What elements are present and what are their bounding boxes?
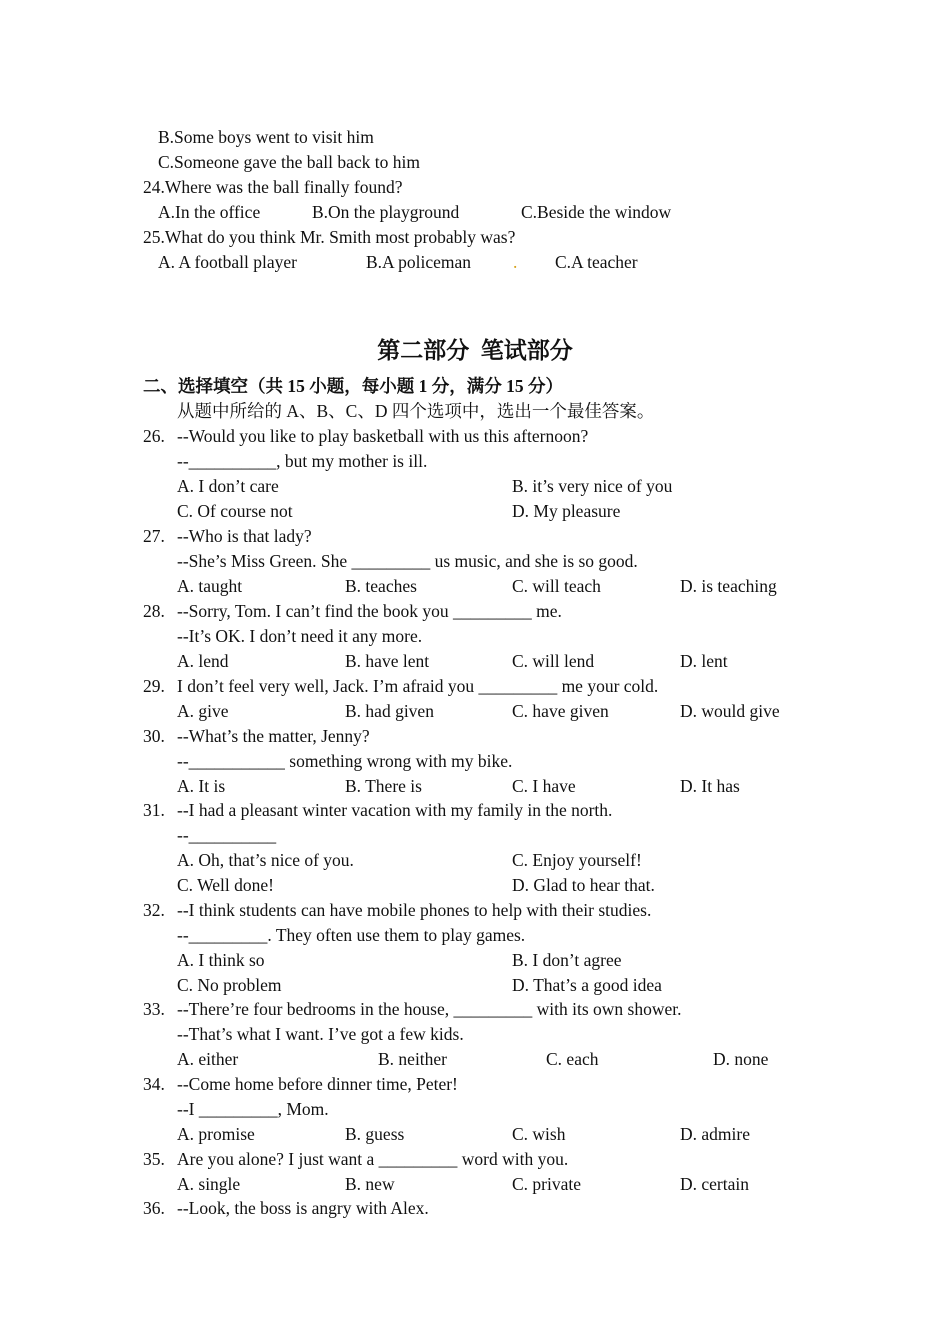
q33-line-2: --That’s what I want. I’ve got a few kids. — [177, 1024, 464, 1044]
q25-option-b: B.A policeman — [366, 252, 471, 272]
q30-option-b: B. There is — [345, 776, 422, 796]
q34-option-a: A. promise — [177, 1124, 255, 1144]
q32-option-c: C. No problem — [177, 975, 282, 995]
q32-number: 32. — [143, 900, 165, 920]
q28-line-2: --It’s OK. I don’t need it any more. — [177, 626, 423, 646]
q26-line-2: --__________, but my mother is ill. — [177, 451, 428, 471]
q31-line-2: --__________ — [177, 825, 277, 845]
q34-option-d: D. admire — [680, 1124, 750, 1144]
q26-option-b: B. it’s very nice of you — [512, 476, 673, 496]
q28-option-a: A. lend — [177, 651, 229, 671]
q29-option-d: D. would give — [680, 701, 780, 721]
q27-option-b: B. teaches — [345, 576, 417, 596]
q28-line-1: --Sorry, Tom. I can’t find the book you _________ me. — [177, 601, 562, 621]
q33-option-d: D. none — [713, 1049, 769, 1069]
q27-option-d: D. is teaching — [680, 576, 777, 596]
q35-number: 35. — [143, 1149, 165, 1169]
q28-option-b: B. have lent — [345, 651, 430, 671]
q26-option-c: C. Of course not — [177, 501, 293, 521]
q34-number: 34. — [143, 1074, 165, 1094]
q35-option-c: C. private — [512, 1174, 582, 1194]
q30-option-c: C. I have — [512, 776, 576, 796]
q35-option-a: A. single — [177, 1174, 241, 1194]
q32-line-1: --I think students can have mobile phones to help with their studies. — [177, 900, 652, 920]
q25-option-a: A. A football player — [158, 252, 298, 272]
q31-line-1: --I had a pleasant winter vacation with my family in the north. — [177, 800, 613, 820]
q35-line-1: Are you alone? I just want a _________ word with you. — [177, 1149, 569, 1169]
q23-option-c: C.Someone gave the ball back to him — [158, 152, 420, 172]
q32-line-2: --_________. They often use them to play games. — [177, 925, 526, 945]
q26-option-a: A. I don’t care — [177, 476, 279, 496]
q31-option-c-second: C. Well done! — [177, 875, 274, 895]
q29-option-b: B. had given — [345, 701, 434, 721]
q29-number: 29. — [143, 676, 165, 696]
q28-option-d: D. lent — [680, 651, 728, 671]
section-title: 二、选择填空（共 15 小题，每小题 1 分，满分 15 分） — [143, 376, 563, 396]
q36-number: 36. — [143, 1198, 165, 1218]
q29-option-c: C. have given — [512, 701, 609, 721]
q24-option-c: C.Beside the window — [521, 202, 672, 222]
part2-title: 第二部分 笔试部分 — [377, 338, 573, 363]
stray-mark: . — [513, 252, 518, 272]
q30-number: 30. — [143, 726, 165, 746]
q30-option-d: D. It has — [680, 776, 740, 796]
q27-number: 27. — [143, 526, 165, 546]
q34-option-b: B. guess — [345, 1124, 405, 1144]
q26-line-1: --Would you like to play basketball with us this afternoon? — [177, 426, 589, 446]
q31-option-a: A. Oh, that’s nice of you. — [177, 850, 354, 870]
q29-line-1: I don’t feel very well, Jack. I’m afraid you _________ me your cold. — [177, 676, 659, 696]
q31-option-c-first: C. Enjoy yourself! — [512, 850, 642, 870]
q35-option-b: B. new — [345, 1174, 395, 1194]
q31-number: 31. — [143, 800, 165, 820]
q32-option-a: A. I think so — [177, 950, 265, 970]
q25-option-c: C.A teacher — [555, 252, 638, 272]
section-instruction: 从题中所给的 A、B、C、D 四个选项中，选出一个最佳答案。 — [177, 401, 655, 421]
q34-line-2: --I _________, Mom. — [177, 1099, 329, 1119]
q24-option-a: A.In the office — [158, 202, 261, 222]
q27-line-2: --She’s Miss Green. She _________ us music, and she is so good. — [177, 551, 638, 571]
q23-option-b: B.Some boys went to visit him — [158, 127, 374, 147]
q35-option-d: D. certain — [680, 1174, 749, 1194]
q32-option-d: D. That’s a good idea — [512, 975, 662, 995]
q26-option-d: D. My pleasure — [512, 501, 621, 521]
q30-line-2: --___________ something wrong with my bike. — [177, 751, 513, 771]
q24-option-b: B.On the playground — [312, 202, 460, 222]
q25-stem: 25.What do you think Mr. Smith most probably was? — [143, 227, 516, 247]
q36-line-1: --Look, the boss is angry with Alex. — [177, 1198, 429, 1218]
q30-line-1: --What’s the matter, Jenny? — [177, 726, 370, 746]
q27-option-c: C. will teach — [512, 576, 601, 596]
q33-option-a: A. either — [177, 1049, 239, 1069]
q28-option-c: C. will lend — [512, 651, 595, 671]
q31-option-d: D. Glad to hear that. — [512, 875, 655, 895]
q28-number: 28. — [143, 601, 165, 621]
q26-number: 26. — [143, 426, 165, 446]
q33-option-c: C. each — [546, 1049, 599, 1069]
q30-option-a: A. It is — [177, 776, 226, 796]
q33-number: 33. — [143, 999, 165, 1019]
q33-option-b: B. neither — [378, 1049, 448, 1069]
q34-option-c: C. wish — [512, 1124, 566, 1144]
q24-stem: 24.Where was the ball finally found? — [143, 177, 403, 197]
q27-option-a: A. taught — [177, 576, 243, 596]
q29-option-a: A. give — [177, 701, 229, 721]
q27-line-1: --Who is that lady? — [177, 526, 312, 546]
q33-line-1: --There’re four bedrooms in the house, _________ with its own shower. — [177, 999, 682, 1019]
q32-option-b: B. I don’t agree — [512, 950, 622, 970]
q34-line-1: --Come home before dinner time, Peter! — [177, 1074, 458, 1094]
